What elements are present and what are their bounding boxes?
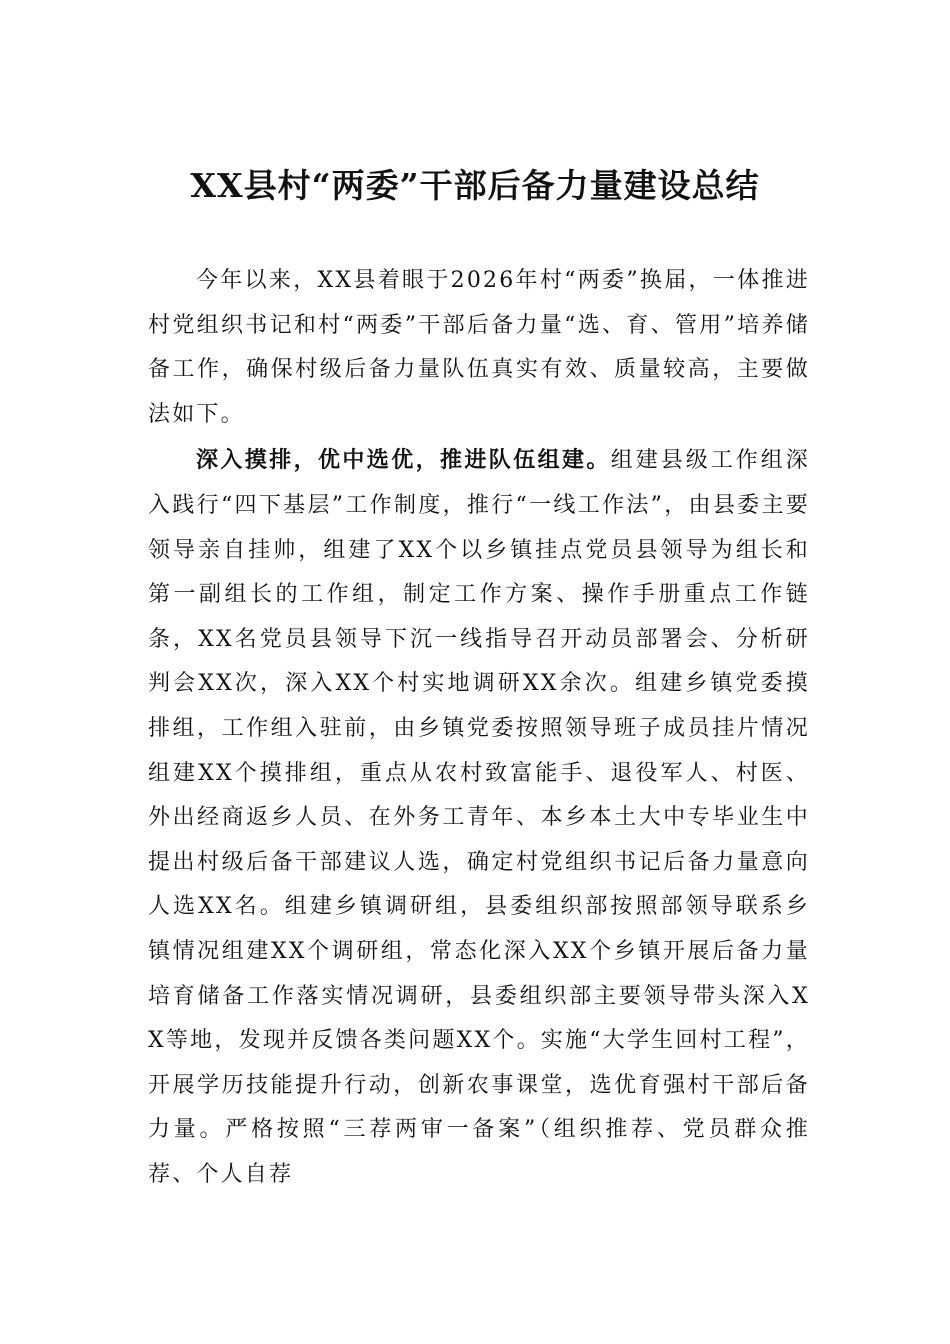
section-paragraph bbox=[148, 439, 810, 1197]
section-paragraph-text: 组建县级工作组深入践行“四下基层”工作制度，推行“一线工作法”，由县委主要领导亲自挂帅，组建了XX个以乡镇挂点党员县领导为组长和第一副组长的工作组，制定工作方案、操作手册重点工作链条，XX名党员县领导下沉一线指导召开动员部署会、分析研判会XX次，深入XX个村实地调研XX余次。组建乡镇党委摸排组，工作组入驻前，由乡镇党委按照领导班子成员挂片情况组建XX个摸排组，重点从农村致富能手、退役军人、村医、外出经商返乡人员、在外务工青年、本乡本土大中专毕业生中提出村级后备干部建议人选，确定村党组织书记后备力量意向人选XX名。组建乡镇调研组，县委组织部按照部领导联系乡镇情况组建XX个调研组，常态化深入XX个乡镇开展后备力量培育储备工作落实情况调研，县委组织部主要领导带头深入XX等地，发现并反馈各类问题XX个。实施“大学生回村工程”，开展学历技能提升行动，创新农事课堂，选优育强村干部后备力量。严格按照“三荐两审一备案”（组织推荐、党员群众推荐、个人自荐 bbox=[148, 448, 810, 1187]
document-title: XX县村“两委”干部后备力量建设总结 bbox=[190, 166, 760, 205]
section-lead-heading: 深入摸排，优中选优，推进队伍组建。 bbox=[196, 448, 611, 474]
intro-paragraph-text: 今年以来，XX县着眼于2026年村“两委”换届，一体推进村党组织书记和村“两委”干部后备力量“选、育、管用”培养储备工作，确保村级后备力量队伍真实有效、质量较高，主要做法如下。 bbox=[148, 268, 810, 427]
document-body bbox=[148, 259, 810, 1197]
intro-paragraph bbox=[148, 259, 810, 437]
